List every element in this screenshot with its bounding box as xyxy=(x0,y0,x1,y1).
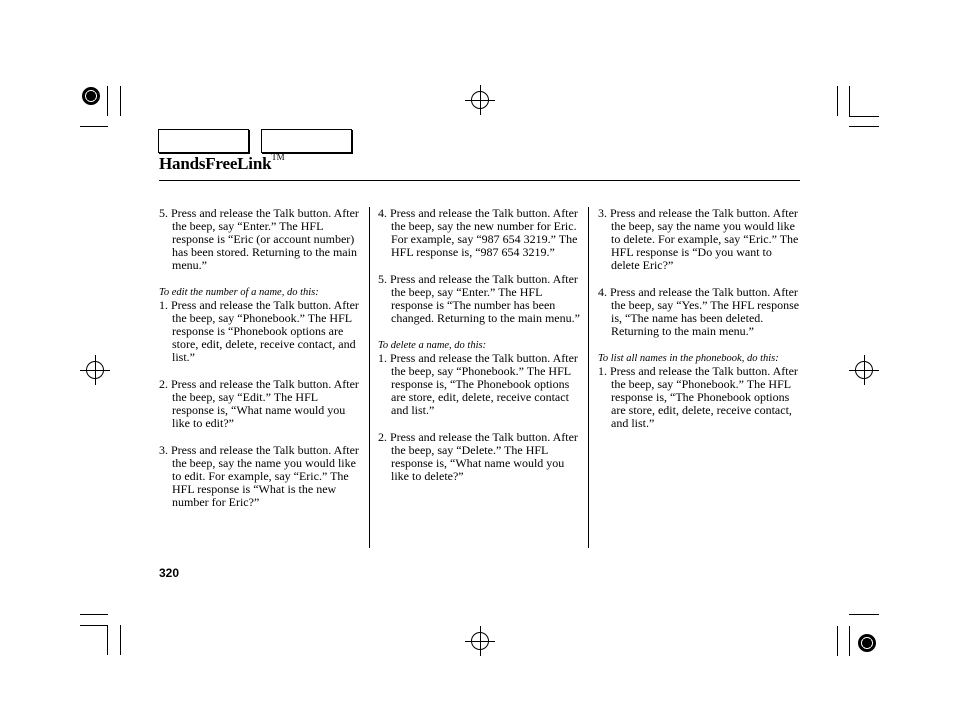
page-title xyxy=(159,154,284,174)
page-title-text: HandsFreeLink xyxy=(159,154,272,173)
instruction-step: 5. Press and release the Talk button. After the beep, say “Enter.” The HFL response is “The number has been changed. Returning to the main menu.” xyxy=(378,272,580,325)
crop-line xyxy=(107,625,108,655)
text-column-3 xyxy=(598,207,800,444)
crop-line xyxy=(837,626,838,656)
crop-line xyxy=(849,370,879,371)
section-tab xyxy=(158,129,249,153)
column-divider xyxy=(369,207,370,548)
instruction-step: 4. Press and release the Talk button. After the beep, say the new number for Eric. For example, say “987 654 3219.” The HFL response is, “987 654 3219.” xyxy=(378,206,578,259)
trademark-symbol: TM xyxy=(271,152,285,163)
crop-line xyxy=(80,625,108,626)
section-heading: To edit the number of a name, do this: xyxy=(159,287,319,298)
crop-line xyxy=(107,86,108,116)
instruction-step: 3. Press and release the Talk button. After the beep, say the name you would like to delete. For example, say “Eric.” The HFL response is “Do you want to delete Eric?” xyxy=(598,206,799,272)
instruction-step: 1. Press and release the Talk button. After the beep, say “Phonebook.” The HFL response is, “The Phonebook options are store, edit, delete, receive contact, and list.” xyxy=(598,364,798,430)
instruction-step: 2. Press and release the Talk button. After the beep, say “Delete.” The HFL response is, “What name would you like to delete?” xyxy=(378,430,578,483)
crop-line xyxy=(849,626,850,656)
instruction-step: 3. Press and release the Talk button. After the beep, say the name you would like to edit. For example, say “Eric.” The HFL response is “What is the new number for Eric?” xyxy=(159,443,359,509)
registration-rosette-icon xyxy=(82,87,100,105)
instruction-step: 2. Press and release the Talk button. After the beep, say “Edit.” The HFL response is, “What name would you like to edit?” xyxy=(159,377,359,430)
page-number: 320 xyxy=(159,566,180,580)
column-divider xyxy=(588,207,589,548)
crop-line xyxy=(849,86,850,116)
registration-rosette-icon xyxy=(858,634,876,652)
instruction-step: 1. Press and release the Talk button. After the beep, say “Phonebook.” The HFL response is “Phonebook options are store, edit, delete, receive contact, and list.” xyxy=(159,298,359,364)
crop-line xyxy=(120,625,121,655)
text-column-2 xyxy=(378,207,580,497)
header-rule xyxy=(159,180,800,181)
crop-line xyxy=(465,100,495,101)
crop-line xyxy=(465,641,495,642)
crop-line xyxy=(849,614,879,615)
crop-line xyxy=(120,86,121,116)
crop-line xyxy=(849,116,879,117)
crop-line xyxy=(80,370,110,371)
section-heading: To delete a name, do this: xyxy=(378,340,487,351)
crop-line xyxy=(80,126,108,127)
section-tab xyxy=(261,129,352,153)
crop-line xyxy=(837,86,838,116)
instruction-step: 5. Press and release the Talk button. After the beep, say “Enter.” The HFL response is “Eric (or account number) has been stored. Returning to the main menu.” xyxy=(159,206,359,272)
text-column-1 xyxy=(159,207,361,523)
crop-line xyxy=(80,614,108,615)
section-heading: To list all names in the phonebook, do this: xyxy=(598,353,779,364)
crop-line xyxy=(849,126,879,127)
instruction-step: 4. Press and release the Talk button. After the beep, say “Yes.” The HFL response is, “The name has been deleted. Returning to the main menu.” xyxy=(598,285,800,338)
instruction-step: 1. Press and release the Talk button. After the beep, say “Phonebook.” The HFL response is, “The Phonebook options are store, edit, delete, receive contact and list.” xyxy=(378,351,578,417)
